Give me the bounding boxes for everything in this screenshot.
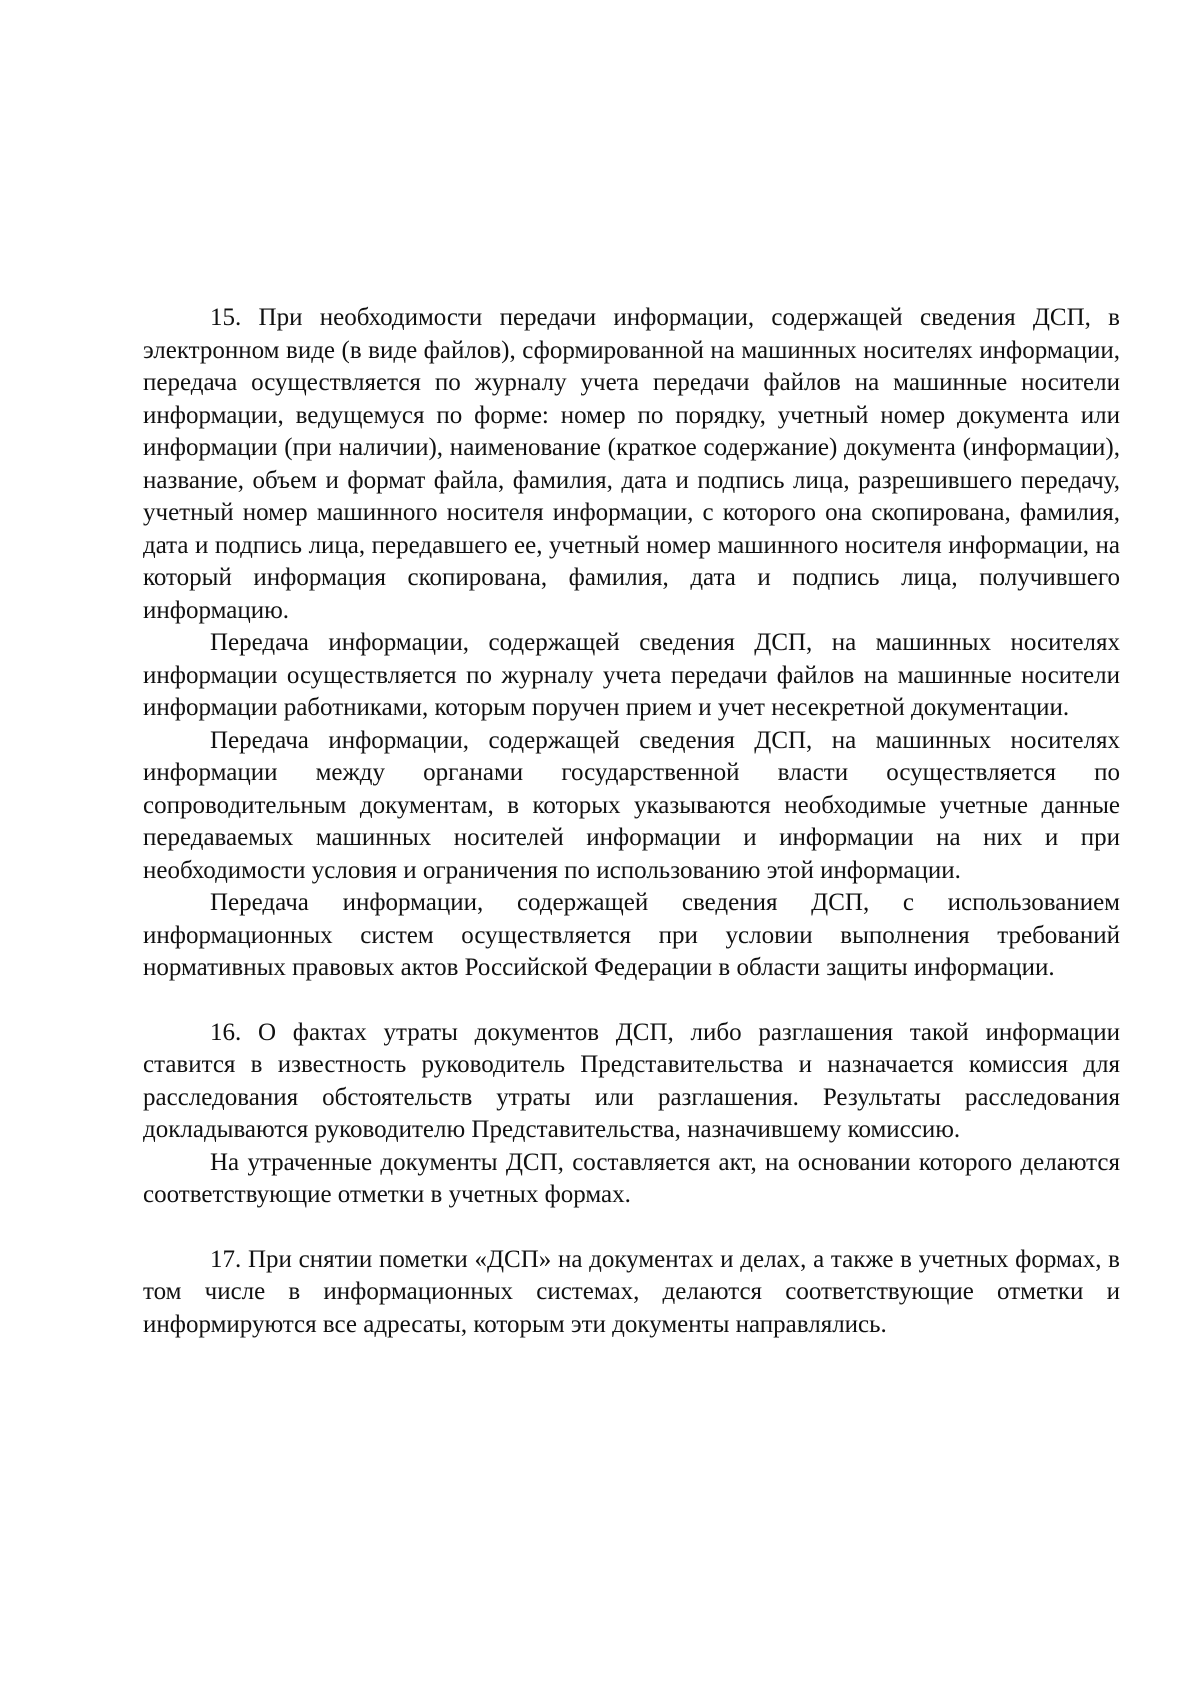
paragraph-16-1: 16. О фактах утраты документов ДСП, либо разглашения такой информации ставится в известность руководитель Представительства и назначается комиссия для расследования обстоятельств утраты или разглашения. Результаты расследования докладываются руководителю Представительства, назначившему комиссию. — [143, 1018, 1120, 1143]
paragraph-17-1: 17. При снятии пометки «ДСП» на документах и делах, а также в учетных формах, в том числе в информационных системах, делаются соответствующие отметки и информируются все адресаты, которым эти документы направлялись. — [143, 1245, 1120, 1338]
paragraph-16-2: На утраченные документы ДСП, составляется акт, на основании которого делаются соответствующие отметки в учетных формах. — [143, 1148, 1120, 1208]
paragraph-15-3: Передача информации, содержащей сведения ДСП, на машинных носителях информации между органами государственной власти осуществляется по сопроводительным документам, в которых указываются необходимые учетные данные передаваемых машинных носителей информации и информации на них и при необходимости условия и ограничения по использованию этой информации. — [143, 726, 1120, 884]
document-page — [143, 302, 1120, 1341]
paragraph-15-4: Передача информации, содержащей сведения ДСП, с использованием информационных систем осуществляется при условии выполнения требований нормативных правовых актов Российской Федерации в области защиты информации. — [143, 889, 1120, 981]
section-15 — [143, 302, 1120, 985]
section-16 — [143, 1017, 1120, 1212]
paragraph-15-2: Передача информации, содержащей сведения ДСП, на машинных носителях информации осуществляется по журналу учета передачи файлов на машинные носители информации работниками, которым поручен прием и учет несекретной документации. — [143, 629, 1120, 721]
section-17 — [143, 1244, 1120, 1342]
paragraph-15-1: 15. При необходимости передачи информации, содержащей сведения ДСП, в электронном виде (в виде файлов), сформированной на машинных носителях информации, передача осуществляется по журналу учета передачи файлов на машинные носители информации, ведущемуся по форме: номер по порядку, учетный номер документа или информации (при наличии), наименование (краткое содержание) документа (информации), название, объем и формат файла, фамилия, дата и подпись лица, разрешившего передачу, учетный номер машинного носителя информации, с которого она скопирована, фамилия, дата и подпись лица, передавшего ее, учетный номер машинного носителя информации, на который информация скопирована, фамилия, дата и подпись лица, получившего информацию. — [143, 304, 1120, 624]
